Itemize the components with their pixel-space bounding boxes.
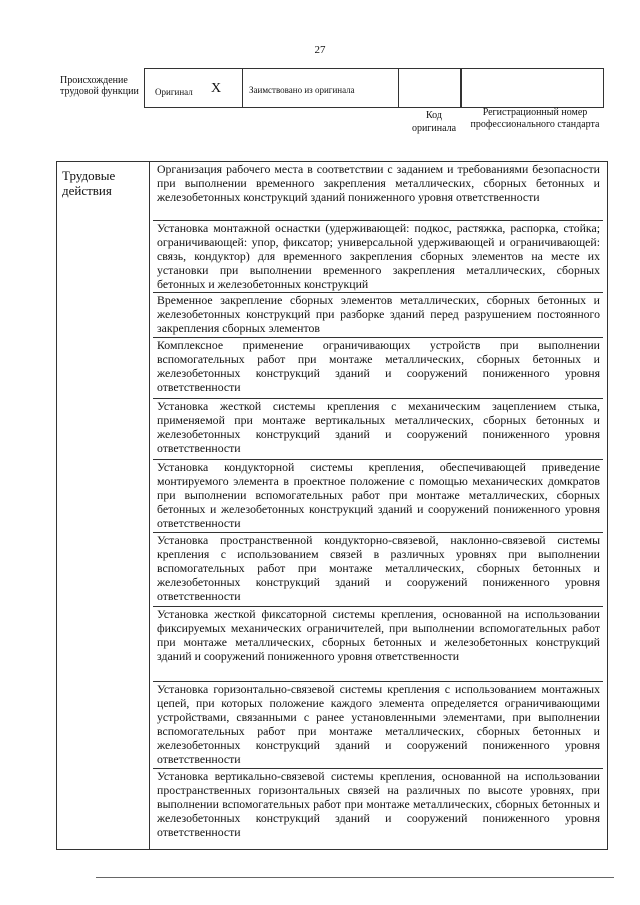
original-label: Оригинал	[155, 87, 193, 97]
labor-action-5: Установка жесткой системы крепления с механическим зацеплением стыка, применяемой при монтаже вертикальных металлических, сборных бетонных и железобетонных конструкций зданий и сооружений пониженного уровня ответственности	[153, 399, 603, 460]
labor-action-9: Установка горизонтально-связевой системы крепления с использованием монтажных цепей, при которых положение каждого элемента определяется ограничивающими устройствами, связанными с ранее установленными элементами, при выполнении вспомогательных работ при монтаже металлических, сборных бетонных и железобетонных конструкций зданий и сооружений пониженного уровня ответственности	[153, 682, 603, 769]
labor-action-4: Комплексное применение ограничивающих устройств при выполнении вспомогательных работ при монтаже металлических, сборных бетонных и железобетонных конструкций зданий и сооружений пониженного уровня ответственности	[153, 338, 603, 399]
reg-number-label: Регистрационный номер профессионального стандарта	[470, 107, 600, 130]
labor-action-6: Установка кондукторной системы крепления, обеспечивающей приведение монтируемого элемента в проектное положение с помощью механических домкратов при выполнении вспомогательных работ при монтаже металлических, сборных бетонных и железобетонных конструкций зданий и сооружений пониженного уровня ответственности	[153, 460, 603, 533]
labor-actions-label: Трудовые действия	[62, 168, 116, 198]
origin-table	[144, 68, 462, 108]
original-cell	[145, 69, 243, 107]
code-cell	[399, 69, 461, 107]
code-original-label: Код оригинала	[411, 110, 457, 134]
bottom-rule	[96, 877, 614, 878]
page-number: 27	[314, 44, 326, 56]
borrowed-cell	[243, 69, 399, 107]
origin-label: Происхождение трудовой функции	[60, 75, 139, 97]
labor-action-3: Временное закрепление сборных элементов металлических, сборных бетонных и железобетонных конструкций при разборке зданий перед разрушением постоянного закрепления сборных элементов	[153, 293, 603, 338]
labor-action-7: Установка пространственной кондукторно-связевой, наклонно-связевой системы крепления с использованием связей в различных уровнях при выполнении вспомогательных работ при монтаже металлических, сборных бетонных и железобетонных конструкций зданий и сооружений пониженного уровня ответственности	[153, 533, 603, 607]
labor-actions-table	[56, 161, 608, 850]
labor-action-10: Установка вертикально-связевой системы крепления, основанной на использовании пространственных горизонтальных связей на различных по высоте уровнях, при выполнении вспомогательных работ при монтаже металлических, сборных бетонных и железобетонных конструкций зданий и сооружений пониженного уровня ответственности	[157, 769, 600, 839]
labor-action-2: Установка монтажной оснастки (удерживающей: подкос, растяжка, распорка, стойка; ограничивающей: упор, фиксатор; универсальной удерживающей и ограничивающей: связь, кондуктор) для временного закрепления сборных элементов на месте их установки при выполнении временного закрепления металлических, сборных бетонных и железобетонных конструкций	[153, 221, 603, 293]
reg-number-cell	[460, 68, 604, 108]
original-mark: X	[211, 81, 222, 96]
column-divider	[149, 162, 150, 849]
labor-action-1: Организация рабочего места в соответствии с заданием и требованиями безопасности при выполнении временного закрепления металлических, сборных бетонных и железобетонных конструкций зданий пониженного уровня ответственности	[153, 162, 603, 221]
labor-action-8: Установка жесткой фиксаторной системы крепления, основанной на использовании фиксируемых механических ограничителей, при выполнении вспомогательных работ при монтаже металлических, сборных бетонных и железобетонных конструкций зданий и сооружений пониженного уровня ответственности	[153, 607, 603, 682]
borrowed-label: Заимствовано из оригинала	[249, 85, 355, 95]
